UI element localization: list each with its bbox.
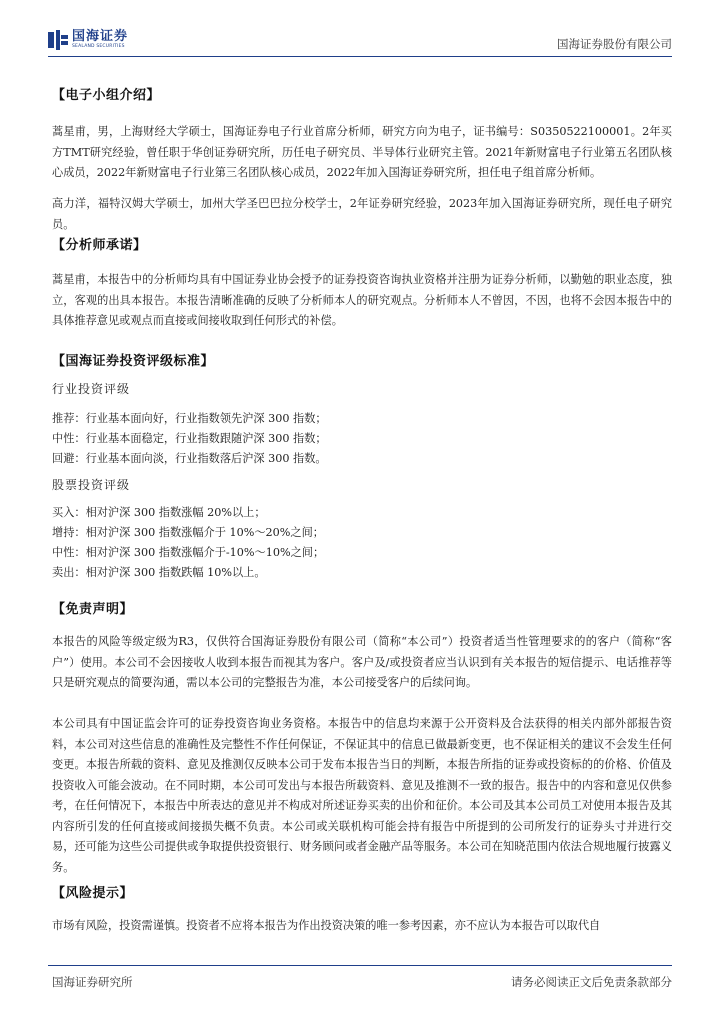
stock-rating-label: 股票投资评级	[52, 478, 131, 492]
page-header	[48, 28, 672, 57]
logo-english-name: SEALAND SECURITIES	[72, 44, 125, 50]
industry-rating-item: 中性：行业基本面稳定，行业指数跟随沪深 300 指数；	[52, 432, 327, 445]
footer-institute: 国海证券研究所	[52, 975, 133, 989]
page-footer	[48, 965, 672, 989]
section-title-risk: 【风险提示】	[52, 886, 134, 901]
stock-rating-item: 中性：相对沪深 300 指数涨幅介于-10%～10%之间；	[52, 546, 325, 559]
company-logo	[48, 30, 128, 50]
risk-text: 市场有风险，投资需谨慎。投资者不应将本报告为作出投资决策的唯一参考因素，亦不应认为本报告可以取代自	[52, 919, 601, 932]
industry-rating-label: 行业投资评级	[52, 382, 131, 396]
industry-rating-item: 回避：行业基本面向淡，行业指数落后沪深 300 指数。	[52, 452, 327, 465]
logo-chinese-name: 国海证券	[72, 29, 129, 45]
stock-rating-item: 增持：相对沪深 300 指数涨幅介于 10%～20%之间；	[52, 526, 324, 539]
footer-disclaimer-note: 请务必阅读正文后免责条款部分	[511, 975, 672, 989]
analyst-commitment-text: 蒿星甫，本报告中的分析师均具有中国证券业协会授予的证券投资咨询执业资格并注册为证券分析师，以勤勉的职业态度，独立，客观的出具本报告。本报告清晰准确的反映了分析师本人的研究观点。分析师本人不曾因，不因，也将不会因本报告中的具体推荐意见或观点而直接或间接收取到任何形式的补偿。	[52, 273, 672, 327]
section-title-electronics-team: 【电子小组介绍】	[52, 88, 161, 103]
analyst-bio-2: 高力洋，福特汉姆大学硕士，加州大学圣巴巴拉分校学士，2年证券研究经验，2023年加入国海证券研究所，现任电子研究员。	[52, 197, 672, 231]
section-title-rating-standard: 【国海证券投资评级标准】	[52, 354, 215, 369]
header-company-name: 国海证券股份有限公司	[557, 37, 672, 51]
stock-rating-item: 买入：相对沪深 300 指数涨幅 20%以上；	[52, 506, 266, 519]
industry-rating-item: 推荐：行业基本面向好，行业指数领先沪深 300 指数；	[52, 412, 327, 425]
section-title-analyst-commitment: 【分析师承诺】	[52, 238, 147, 253]
section-title-disclaimer: 【免责声明】	[52, 602, 134, 617]
disclaimer-paragraph-1: 本报告的风险等级定级为R3，仅供符合国海证券股份有限公司（简称“本公司”）投资者适当性管理要求的的客户（简称“客户”）使用。本公司不会因接收人收到本报告而视其为客户。客户及/或投资者应当认识到有关本报告的短信提示、电话推荐等只是研究观点的简要沟通，需以本公司的完整报告为准，本公司接受客户的后续问询。	[52, 635, 672, 689]
disclaimer-paragraph-2: 本公司具有中国证监会许可的证券投资咨询业务资格。本报告中的信息均来源于公开资料及合法获得的相关内部外部报告资料，本公司对这些信息的准确性及完整性不作任何保证，不保证其中的信息已做最新变更，也不保证相关的建议不会发生任何变更。本报告所载的资料、意见及推测仅反映本公司于发布本报告当日的判断，本报告所指的证券或投资标的的价格、价值及投资收入可能会波动。在不同时期，本公司可发出与本报告所载资料、意见及推测不一致的报告。报告中的内容和意见仅供参考，在任何情况下，本报告中所表达的意见并不构成对所述证券买卖的出价和征价。本公司及其本公司员工对使用本报告及其内容所引发的任何直接或间接损失概不负责。本公司或关联机构可能会持有报告中所提到的公司所发行的证券头寸并进行交易，还可能为这些公司提供或争取提供投资银行、财务顾问或者金融产品等服务。本公司在知晓范围内依法合规地履行披露义务。	[52, 717, 672, 874]
stock-rating-item: 卖出：相对沪深 300 指数跌幅 10%以上。	[52, 566, 266, 579]
analyst-bio-1: 蒿星甫，男，上海财经大学硕士，国海证券电子行业首席分析师，研究方向为电子，证书编号：S0350522100001。2年买方TMT研究经验，曾任职于华创证券研究所，历任电子研究员、半导体行业研究主管。2021年新财富电子行业第五名团队核心成员，2022年新财富电子行业第三名团队核心成员，2022年加入国海证券研究所，担任电子组首席分析师。	[52, 125, 672, 179]
sealand-logo-icon	[48, 30, 68, 50]
